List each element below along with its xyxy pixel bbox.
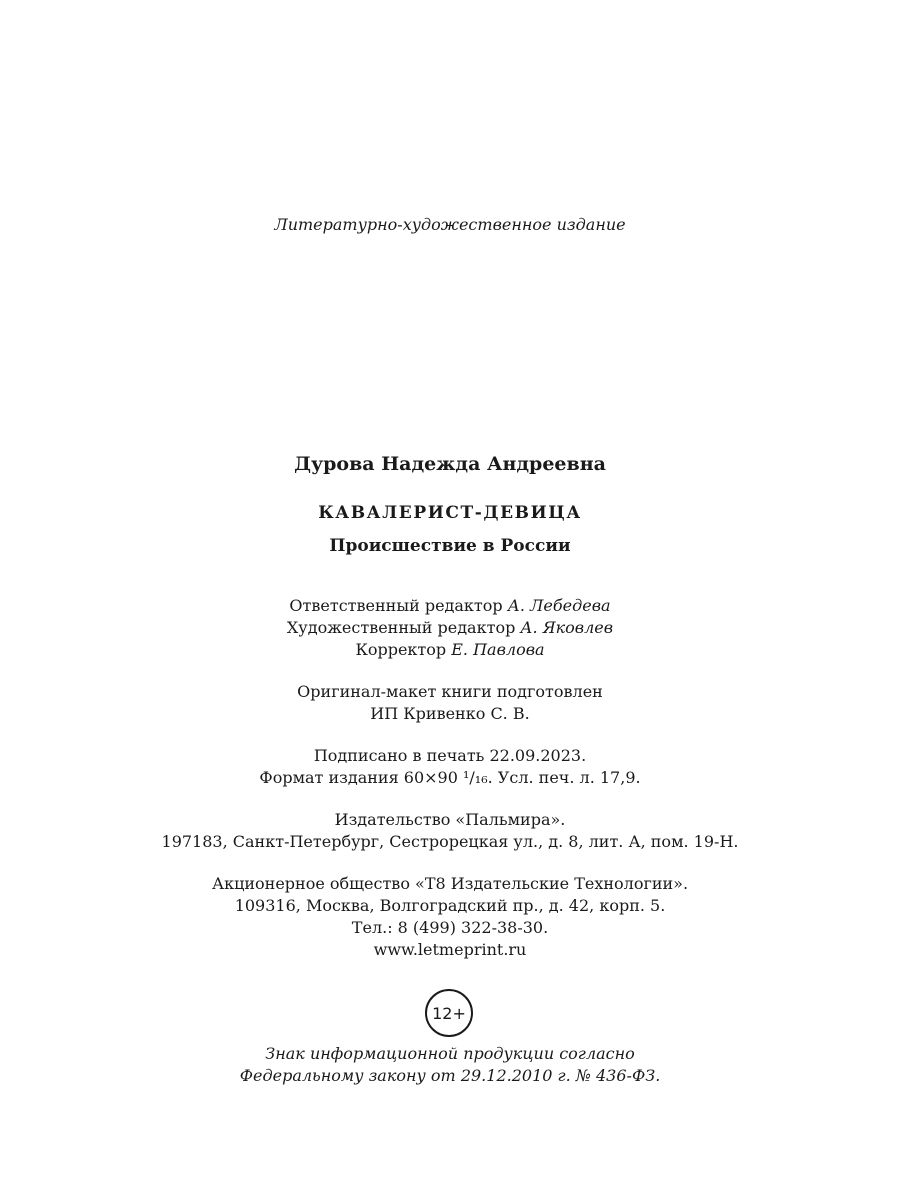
printer-line: 109316, Москва, Волгоградский пр., д. 42, корп. 5.: [234, 896, 666, 915]
author-name: Дурова Надежда Андреевна: [294, 453, 606, 475]
age-rating-label: 12+: [432, 1003, 466, 1023]
printer-line: Тел.: 8 (499) 322-38-30.: [351, 918, 549, 937]
credit-proofreader: [0, 639, 900, 660]
credit-role: Корректор: [355, 640, 447, 659]
book-subtitle: Происшествие в России: [329, 536, 571, 556]
legal-notice-line: Знак информационной продукции согласно: [265, 1044, 635, 1063]
credit-art-editor: [0, 617, 900, 638]
legal-notice-line: Федеральному закону от 29.12.2010 г. № 436-ФЗ.: [239, 1066, 661, 1085]
edition-type: Литературно-художественное издание: [274, 215, 626, 234]
book-title: КАВАЛЕРИСТ-ДЕВИЦА: [318, 503, 582, 523]
credit-person: Е. Павлова: [451, 640, 545, 659]
credit-person: А. Яковлев: [520, 618, 614, 637]
layout-prep-line: ИП Кривенко С. В.: [370, 704, 530, 723]
credit-role: Художественный редактор: [286, 618, 516, 637]
age-rating-badge: [425, 989, 473, 1037]
credit-role: Ответственный редактор: [289, 596, 503, 615]
publisher-line: 197183, Санкт-Петербург, Сестрорецкая ул., д. 8, лит. А, пом. 19-Н.: [161, 832, 739, 851]
layout-prep-line: Оригинал-макет книги подготовлен: [297, 682, 603, 701]
credit-person: А. Лебедева: [507, 596, 611, 615]
credit-chief-editor: [0, 595, 900, 616]
print-info-line: Подписано в печать 22.09.2023.: [313, 746, 587, 765]
printer-website: www.letmeprint.ru: [373, 940, 527, 959]
print-info-line: Формат издания 60×90 ¹/₁₆. Усл. печ. л. 17,9.: [259, 768, 641, 787]
printer-line: Акционерное общество «Т8 Издательские Технологии».: [211, 874, 689, 893]
publisher-line: Издательство «Пальмира».: [334, 810, 566, 829]
